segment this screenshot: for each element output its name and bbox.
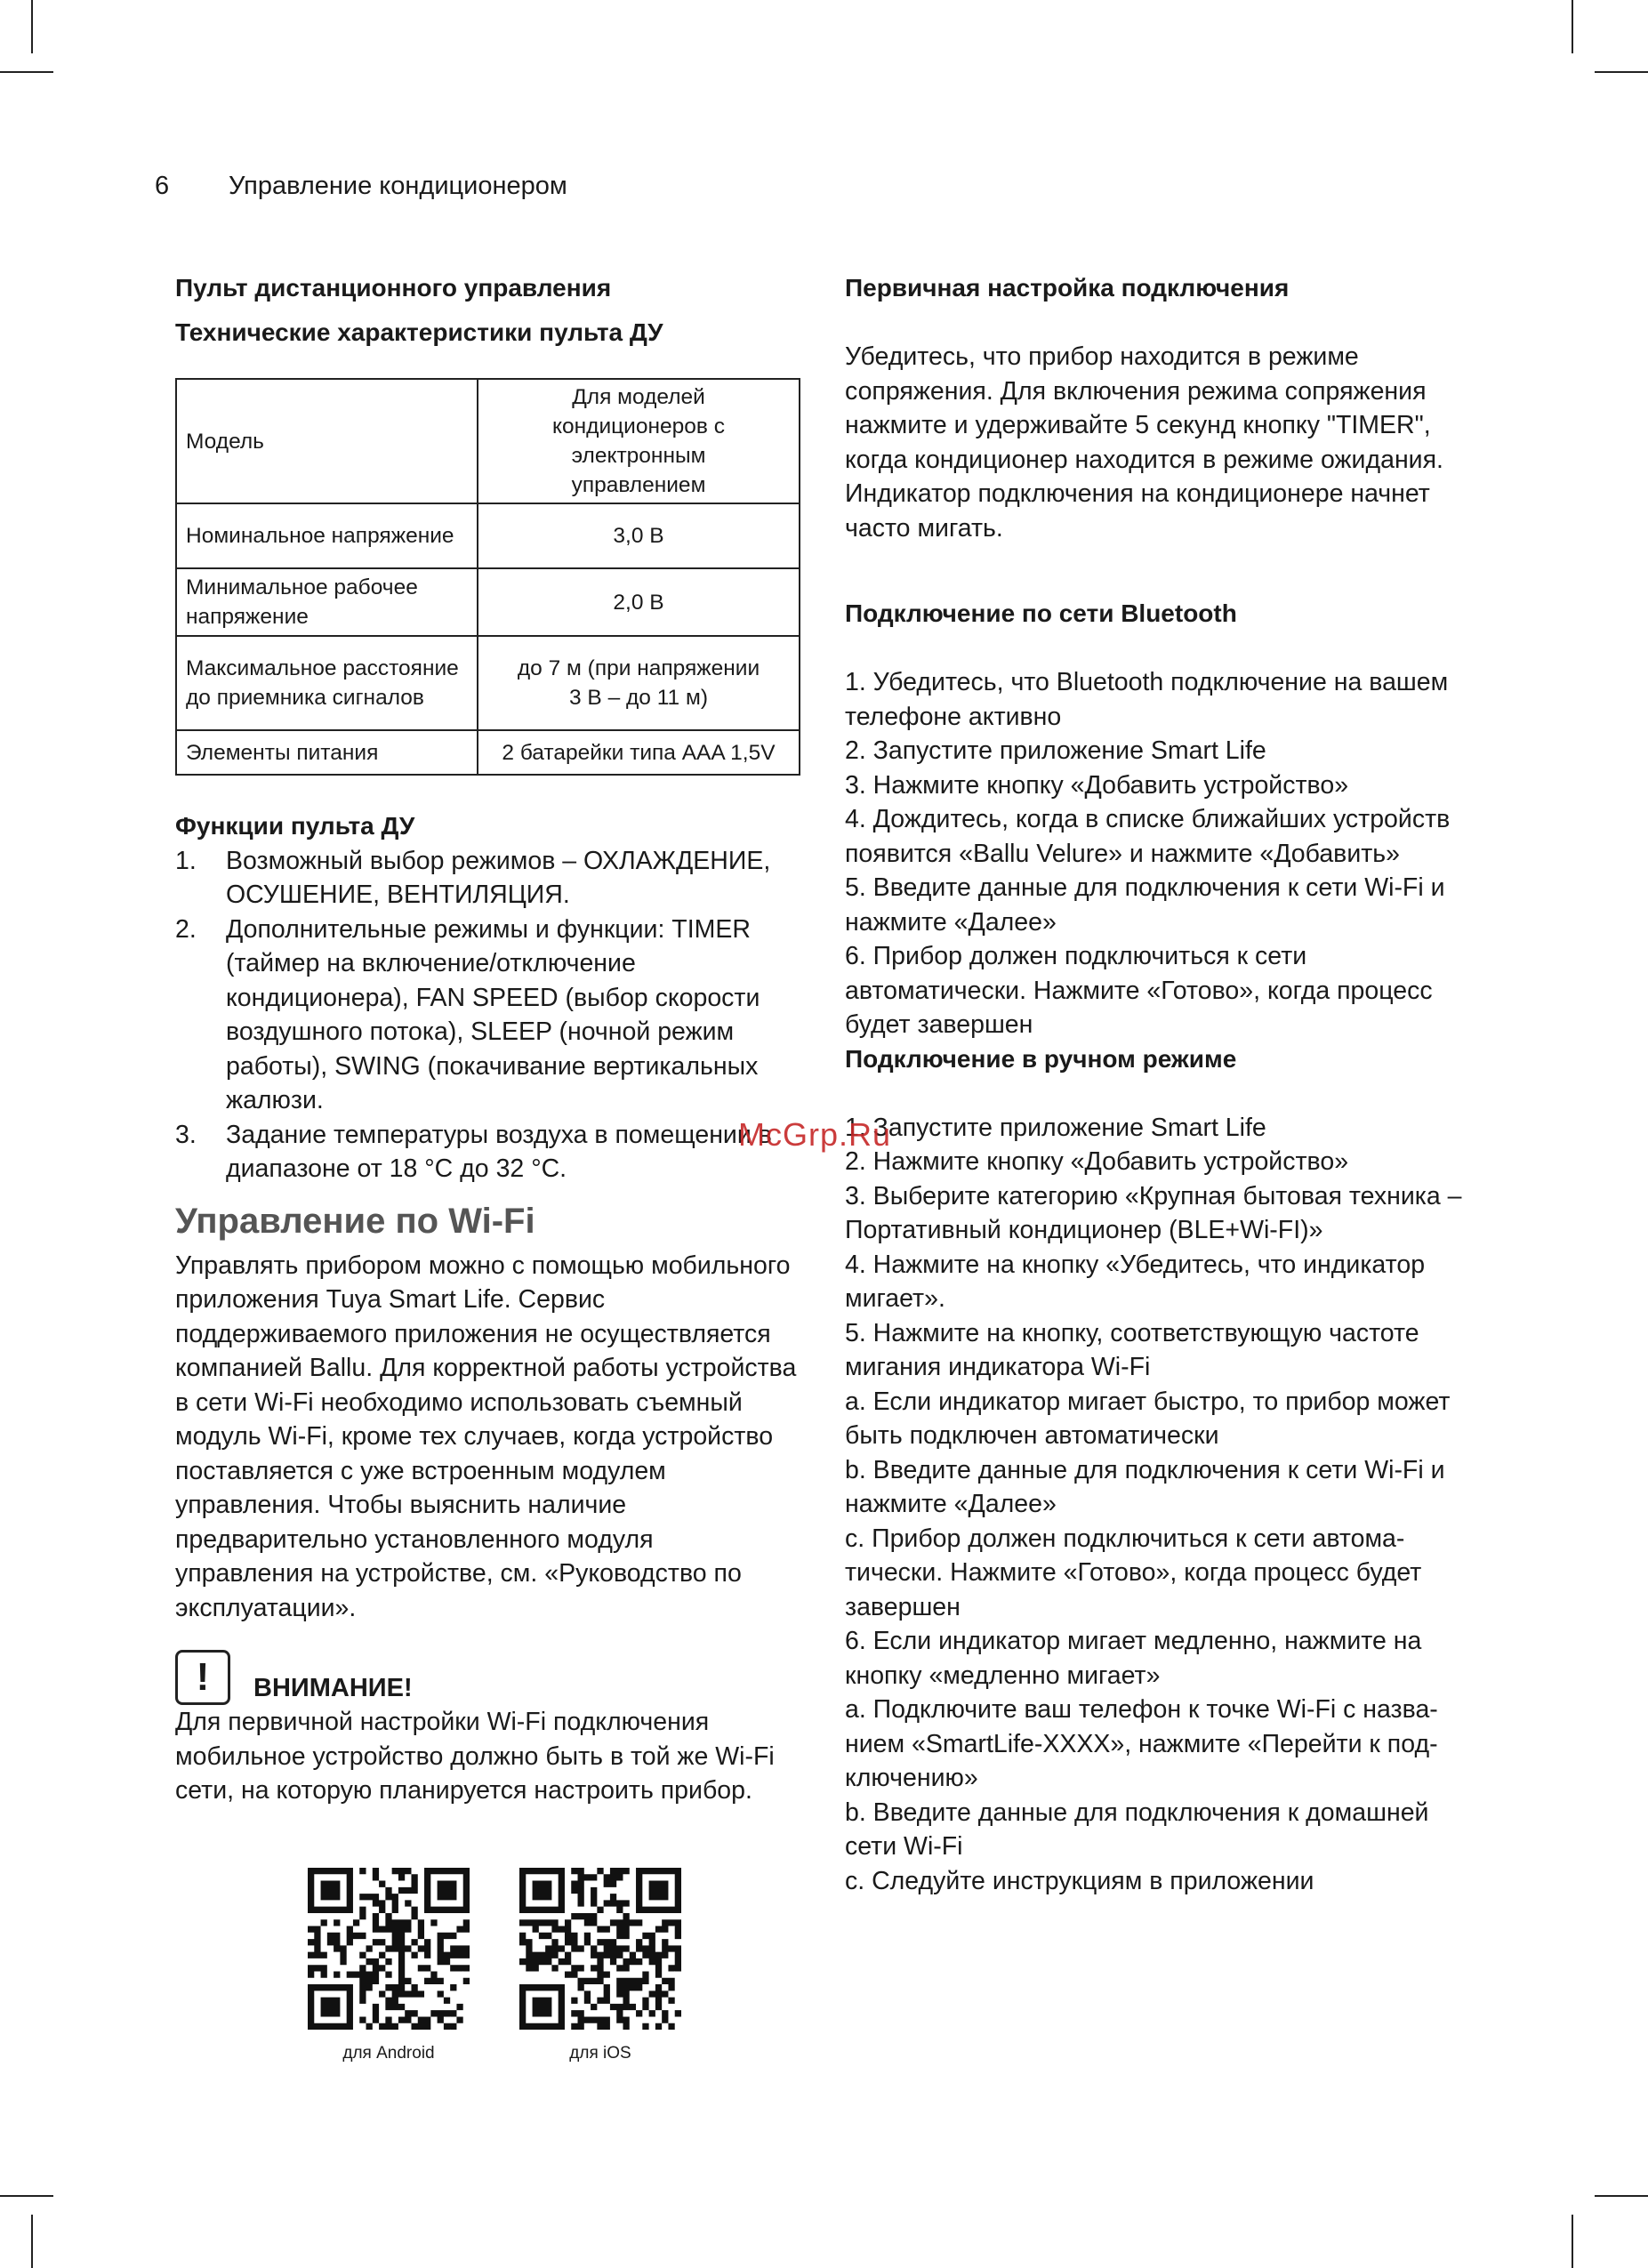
list-item: 4. Дождитесь, когда в списке ближайших устройств появится «Ballu Velure» и нажмите «Добавить» bbox=[845, 805, 1451, 868]
crop-mark bbox=[0, 2195, 53, 2197]
manual-heading: Подключение в ручном режиме bbox=[845, 1044, 1237, 1073]
page-number: 6 bbox=[155, 172, 170, 200]
specs-table bbox=[175, 378, 800, 776]
spec-value: 2 батарейки типа AAA 1,5V bbox=[478, 730, 800, 775]
qr-codes bbox=[308, 1868, 681, 2072]
table-row bbox=[176, 730, 800, 775]
functions-heading: Функции пульта ДУ bbox=[175, 812, 415, 840]
list-number: 1. bbox=[175, 846, 197, 875]
crop-mark bbox=[1595, 2195, 1648, 2197]
list-item: a. Если индикатор мигает быстро, то прибор может быть подключен автоматически bbox=[845, 1387, 1451, 1450]
spec-value: Для моделей кондиционеров с электронным управлением bbox=[478, 379, 800, 503]
list-text: Дополнительные режимы и функции: TIMER (таймер на включение/отключение кондиционера), FAN SPEED (выбор скорости воздушного потока), SLEEP (ночной режим работы), SWING (покачивание вертикальных жалюзи. bbox=[226, 914, 760, 1114]
list-number: 3. bbox=[175, 1120, 197, 1149]
warning-row bbox=[175, 1646, 798, 1705]
spec-label: Максимальное расстояние до приемника сигналов bbox=[176, 636, 478, 730]
list-number: 2. bbox=[175, 914, 197, 944]
list-item bbox=[175, 844, 798, 913]
crop-mark bbox=[1572, 0, 1573, 53]
exclamation-icon: ! bbox=[175, 1650, 230, 1705]
crop-mark bbox=[0, 71, 53, 73]
list-item: 3. Выберите категорию «Крупная бытовая техника – Портативный кондиционер (BLE+Wi-FI)» bbox=[845, 1181, 1462, 1244]
crop-mark bbox=[1595, 71, 1648, 73]
list-item: 5. Нажмите на кнопку, соответствующую частоте мигания индикатора Wi-Fi bbox=[845, 1318, 1419, 1381]
spec-label: Модель bbox=[176, 379, 478, 503]
crop-mark bbox=[1572, 2215, 1573, 2268]
list-item bbox=[175, 1118, 798, 1186]
spec-label: Элементы питания bbox=[176, 730, 478, 775]
list-item: b. Введите данные для подключения к сети Wi-Fi и нажмите «Далее» bbox=[845, 1455, 1445, 1518]
wifi-heading: Управление по Wi-Fi bbox=[175, 1201, 535, 1241]
qr-code-ios[interactable] bbox=[519, 1868, 681, 2030]
warning-title: ВНИМАНИЕ! bbox=[253, 1674, 413, 1702]
specs-heading: Технические характеристики пульта ДУ bbox=[175, 318, 663, 346]
qr-code-android[interactable] bbox=[308, 1868, 470, 2030]
table-row bbox=[176, 636, 800, 730]
list-item: 1. Убедитесь, что Bluetooth подключение на вашем телефоне активно bbox=[845, 668, 1449, 731]
list-item: 5. Введите данные для подключения к сети Wi-Fi и нажмите «Далее» bbox=[845, 873, 1445, 937]
bluetooth-heading: Подключение по сети Bluetooth bbox=[845, 599, 1237, 627]
table-row bbox=[176, 379, 800, 503]
list-item: a. Подключите ваш телефон к точке Wi-Fi с назва-нием «SmartLife-XXXX», нажмите «Перейти к под-ключению» bbox=[845, 1695, 1438, 1792]
list-item: 6. Прибор должен подключиться к сети автоматически. Нажмите «Готово», когда процесс будет завершен bbox=[845, 942, 1433, 1039]
crop-mark bbox=[31, 0, 33, 53]
warning-text: Для первичной настройки Wi-Fi подключения мобильное устройство должно быть в той же Wi-Fi сети, на которую планируется настроить прибор. bbox=[175, 1708, 775, 1805]
section-title: Управление кондиционером bbox=[229, 172, 567, 200]
left-column bbox=[175, 271, 798, 1808]
list-text: Задание температуры воздуха в помещении в диапазоне от 18 °С до 32 °С. bbox=[226, 1120, 772, 1183]
list-item: 2. Запустите приложение Smart Life bbox=[845, 736, 1266, 765]
watermark: McGrp.Ru bbox=[738, 1116, 892, 1153]
bluetooth-steps bbox=[845, 665, 1467, 1042]
setup-text: Убедитесь, что прибор находится в режиме сопряжения. Для включения режима сопряжения нажмите и удерживайте 5 секунд кнопку "TIMER", когда кондиционер находится в режиме ожидания. Индикатор подключения на кондиционере начнет часто мигать. bbox=[845, 342, 1443, 543]
setup-heading: Первичная настройка подключения bbox=[845, 274, 1290, 302]
list-item: 2. Нажмите кнопку «Добавить устройство» bbox=[845, 1147, 1349, 1176]
qr-ios-label: для iOS bbox=[569, 2044, 631, 2063]
wifi-text: Управлять прибором можно с помощью мобильного приложения Tuya Smart Life. Сервис поддерживаемого приложения не осуществляется компанией Ballu. Для корректной работы устройства в сети Wi-Fi необходимо использовать съемный модуль Wi-Fi, кроме тех случаев, когда устройство поставляется с уже встроенным модулем управления. Чтобы выяснить наличие предварительно установленного модуля управления на устройстве, см. «Руководство по эксплуатации». bbox=[175, 1251, 797, 1622]
spec-value: 2,0 В bbox=[478, 568, 800, 636]
remote-heading: Пульт дистанционного управления bbox=[175, 274, 612, 302]
list-item: 4. Нажмите на кнопку «Убедитесь, что индикатор мигает». bbox=[845, 1250, 1426, 1313]
list-item: b. Введите данные для подключения к домашней сети Wi-Fi bbox=[845, 1798, 1429, 1861]
spec-value: 3,0 В bbox=[478, 503, 800, 568]
manual-steps bbox=[845, 1111, 1467, 1899]
spec-label: Минимальное рабочее напряжение bbox=[176, 568, 478, 636]
list-item bbox=[175, 913, 798, 1118]
list-item: c. Прибор должен подключиться к сети автома-тически. Нажмите «Готово», когда процесс будет завершен bbox=[845, 1524, 1422, 1621]
list-item: 1. Запустите приложение Smart Life bbox=[845, 1113, 1266, 1142]
list-item: 3. Нажмите кнопку «Добавить устройство» bbox=[845, 770, 1349, 800]
qr-android-label: для Android bbox=[342, 2044, 435, 2063]
right-column bbox=[845, 271, 1467, 1898]
spec-value: до 7 м (при напряжении 3 В – до 11 м) bbox=[478, 636, 800, 730]
list-text: Возможный выбор режимов – ОХЛАЖДЕНИЕ, ОСУШЕНИЕ, ВЕНТИЛЯЦИЯ. bbox=[226, 846, 771, 909]
table-row bbox=[176, 503, 800, 568]
list-item: c. Следуйте инструкциям в приложении bbox=[845, 1866, 1314, 1895]
table-row bbox=[176, 568, 800, 636]
spec-label: Номинальное напряжение bbox=[176, 503, 478, 568]
crop-mark bbox=[31, 2215, 33, 2268]
list-item: 6. Если индикатор мигает медленно, нажмите на кнопку «медленно мигает» bbox=[845, 1627, 1422, 1690]
functions-list bbox=[175, 844, 798, 1186]
